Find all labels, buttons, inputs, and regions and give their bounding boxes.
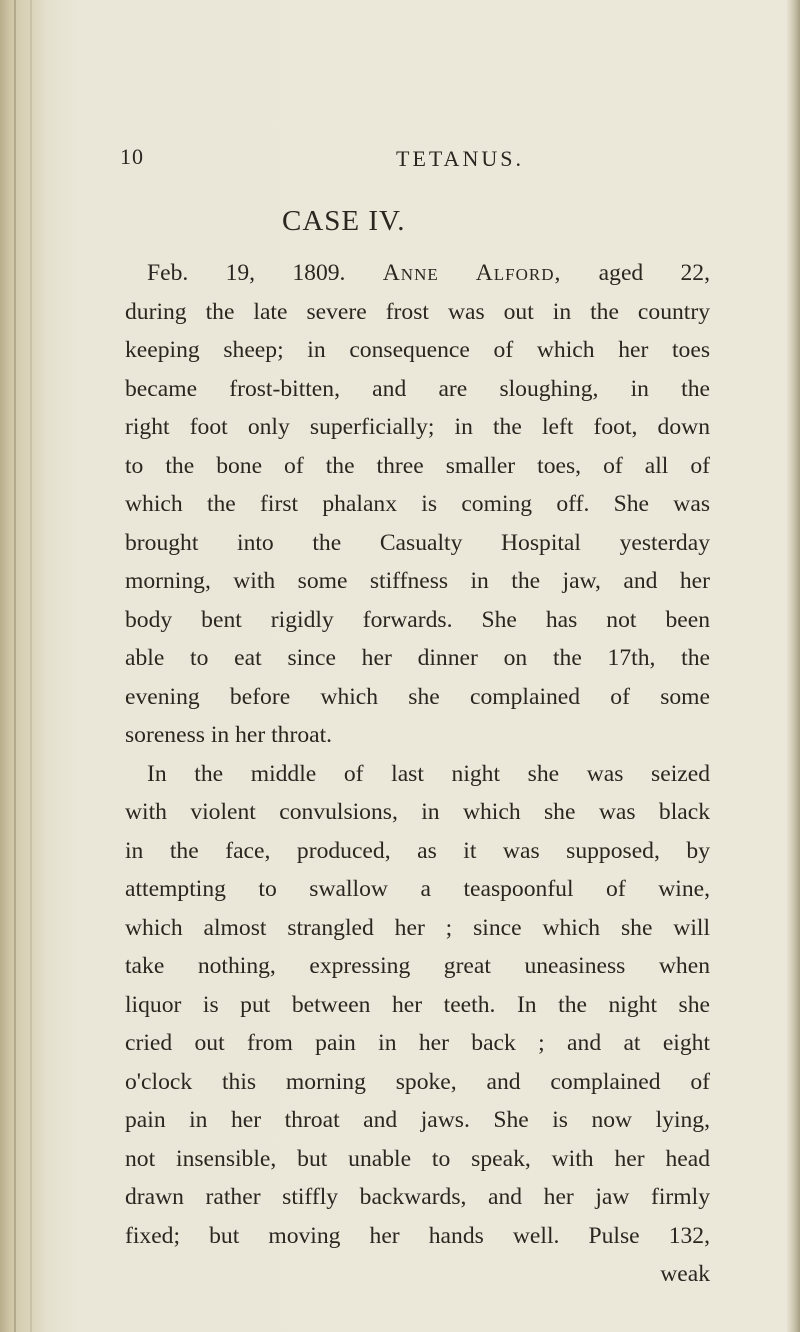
text-line: body bent rigidly forwards. She has not been	[125, 606, 710, 633]
text-line: liquor is put between her teeth. In the night she	[125, 991, 710, 1018]
text-line: which almost strangled her ; since which she will	[125, 914, 710, 941]
text-line-age: aged 22,	[561, 260, 711, 286]
text-line: keeping sheep; in consequence of which her toes	[125, 337, 710, 363]
page-gutter	[0, 0, 46, 1332]
text-line: in the face, produced, as it was supposed, by	[125, 837, 710, 864]
text-line	[125, 254, 710, 293]
text-line: drawn rather stiffly backwards, and her jaw firmly	[125, 1184, 710, 1210]
text-line: brought into the Casualty Hospital yesterday	[125, 529, 710, 556]
text-line: pain in her throat and jaws. She is now lying,	[125, 1107, 710, 1133]
text-line: morning, with some stiffness in the jaw, and her	[125, 568, 710, 594]
case-body-text	[125, 254, 710, 1294]
text-line: cried out from pain in her back ; and at eight	[125, 1030, 710, 1056]
text-line: fixed; but moving her hands well. Pulse 132,	[125, 1222, 710, 1249]
text-line: able to eat since her dinner on the 17th, the	[125, 645, 710, 671]
text-line: became frost-bitten, and are sloughing, in the	[125, 375, 710, 402]
text-line: with violent convulsions, in which she was black	[125, 799, 710, 825]
case-title: CASE IV.	[282, 205, 406, 237]
text-line: attempting to swallow a teaspoonful of wine,	[125, 876, 710, 902]
page-right-edge	[786, 0, 800, 1332]
text-line: not insensible, but unable to speak, with her head	[125, 1145, 710, 1172]
gutter-shadow-line	[14, 0, 16, 1332]
patient-name: Anne Alford,	[382, 260, 562, 286]
text-line: take nothing, expressing great uneasiness when	[125, 953, 710, 979]
text-line: to the bone of the three smaller toes, of all of	[125, 452, 710, 479]
catchword: weak	[660, 1261, 710, 1287]
page-number: 10	[120, 144, 144, 169]
text-line-date: Feb. 19, 1809.	[147, 260, 383, 286]
text-line: during the late severe frost was out in the country	[125, 298, 710, 325]
gutter-shadow-line	[30, 0, 32, 1332]
running-head: TETANUS.	[396, 146, 524, 171]
text-line: which the first phalanx is coming off. She was	[125, 491, 710, 517]
text-line: In the middle of last night she was seized	[147, 760, 710, 787]
text-line: right foot only superficially; in the left foot, down	[125, 414, 710, 440]
text-line: soreness in her throat.	[125, 722, 333, 748]
text-line: o'clock this morning spoke, and complained of	[125, 1068, 710, 1095]
text-line: evening before which she complained of some	[125, 683, 710, 710]
